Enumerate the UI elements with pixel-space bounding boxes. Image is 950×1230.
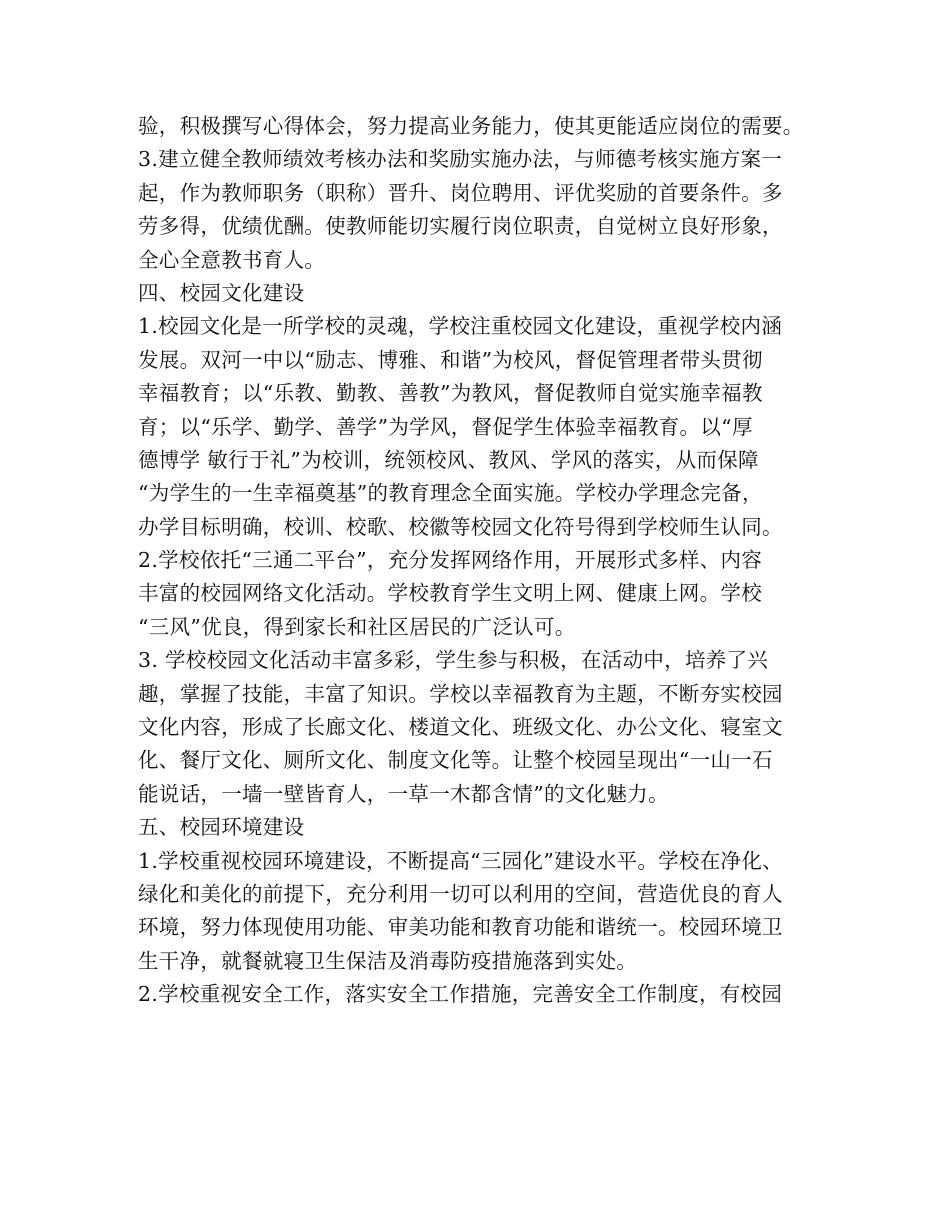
text-line: 办学目标明确，校训、校歌、校徽等校园文化符号得到学校师生认同。: [138, 514, 783, 539]
text-line: 全心全意教书育人。: [138, 247, 326, 272]
text-line: 1.校园文化是一所学校的灵魂，学校注重校园文化建设，重视学校内涵: [138, 314, 783, 339]
text-line: 3.建立健全教师绩效考核办法和奖励实施办法，与师德考核实施方案一: [138, 147, 783, 172]
document-page: [138, 110, 828, 1012]
text-line: “三风”优良，得到家长和社区居民的广泛认可。: [138, 614, 576, 639]
text-line: 3. 学校校园文化活动丰富多彩，学生参与积极，在活动中，培养了兴: [138, 648, 769, 673]
text-line: 验，积极撰写心得体会，努力提高业务能力，使其更能适应岗位的需要。: [138, 114, 804, 138]
text-line: 环境，努力体现使用功能、审美功能和教育功能和谐统一。校园环境卫: [138, 915, 783, 940]
text-line: 趣，掌握了技能，丰富了知识。学校以幸福教育为主题，不断夯实校园: [138, 681, 783, 706]
section-heading: 四、校园文化建设: [138, 280, 305, 305]
text-line: 能说话，一墙一壁皆育人，一草一木都含情”的文化魅力。: [138, 781, 669, 806]
text-line: 2.学校重视安全工作，落实安全工作措施，完善安全工作制度，有校园: [138, 982, 783, 1007]
text-line: 幸福教育；以“乐教、勤教、善教”为教风，督促教师自觉实施幸福教: [138, 381, 763, 406]
text-line: 1.学校重视校园环境建设，不断提高“三园化”建设水平。学校在净化、: [138, 848, 783, 873]
text-line: 化、餐厅文化、厕所文化、制度文化等。让整个校园呈现出“一山一石: [138, 748, 773, 773]
text-line: 育；以“乐学、勤学、善学”为学风，督促学生体验幸福教育。以“厚: [138, 414, 753, 439]
text-line: 文化内容，形成了长廊文化、楼道文化、班级文化、办公文化、寝室文: [138, 715, 783, 740]
text-line: 丰富的校园网络文化活动。学校教育学生文明上网、健康上网。学校: [138, 581, 762, 606]
section-heading: 五、校园环境建设: [138, 815, 305, 840]
text-line: “为学生的一生幸福奠基”的教育理念全面实施。学校办学理念完备，: [138, 481, 763, 506]
text-line: 生干净，就餐就寝卫生保洁及消毒防疫措施落到实处。: [138, 948, 638, 973]
text-line: 2.学校依托“三通二平台”，充分发挥网络作用，开展形式多样、内容: [138, 548, 763, 573]
text-line: 绿化和美化的前提下，充分利用一切可以利用的空间，营造优良的育人: [138, 881, 783, 906]
text-line: 劳多得，优绩优酬。使教师能切实履行岗位职责，自觉树立良好形象，: [138, 214, 783, 239]
text-line: 起，作为教师职务（职称）晋升、岗位聘用、评优奖励的首要条件。多: [138, 180, 783, 205]
text-line: 发展。双河一中以“励志、博雅、和谐”为校风，督促管理者带头贯彻: [138, 347, 763, 372]
text-line: 德博学 敏行于礼”为校训，统领校风、教风、学风的落实，从而保障: [138, 447, 759, 472]
